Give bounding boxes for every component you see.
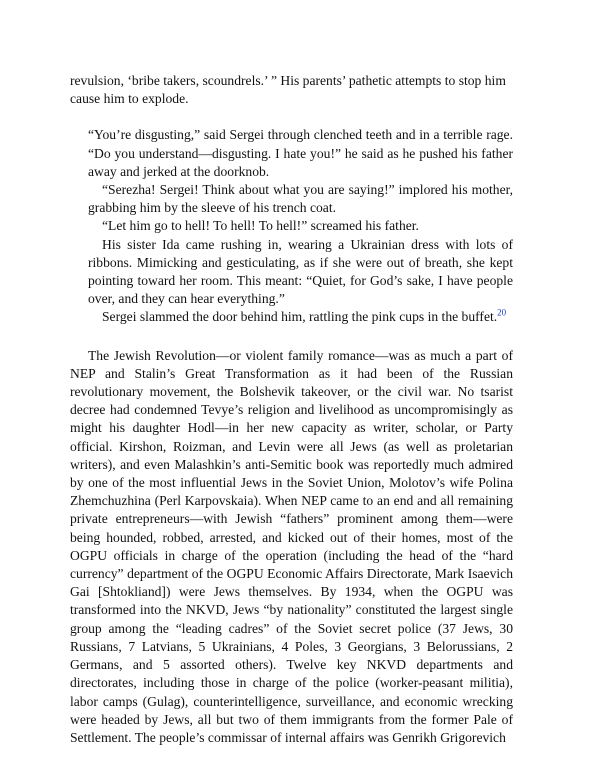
quote-paragraph-3: “Let him go to hell! To hell! To hell!” screamed his father. (102, 218, 419, 234)
footnote-link[interactable]: 20 (497, 307, 507, 318)
body-text (70, 347, 513, 747)
quote-paragraph-2: “Serezha! Sergei! Think about what you are saying!” implored his mother, grabbing him by the sleeve of his trench coat. (88, 182, 513, 216)
quote-paragraph-4: His sister Ida came rushing in, wearing a Ukrainian dress with lots of ribbons. Mimicking and gesticulating, as if she were out of breath, she kept pointing toward her room. This meant: “Quiet, for God’s sake, I have people over, and they can hear everything.” (88, 236, 513, 307)
quote-paragraph-1: “You’re disgusting,” said Sergei through clenched teeth and in a terrible rage. “Do you understand—disgusting. I hate you!” he said as he pushed his father away and jerked at the doorknob. (88, 127, 513, 179)
lead-paragraph: revulsion, ‘bribe takers, scoundrels.’ ” His parents’ pathetic attempts to stop him cause him to explode. (70, 73, 506, 107)
block-quote (88, 126, 513, 326)
quote-paragraph-5-text: Sergei slammed the door behind him, rattling the pink cups in the buffet. (102, 309, 498, 325)
page-content (70, 72, 513, 747)
quote-paragraph-5 (88, 308, 513, 326)
body-paragraph: The Jewish Revolution—or violent family romance—was as much a part of NEP and Stalin’s Great Transformation as it had been of the Russian revolutionary movement, the Bolshevik takeover, or the civil war. No tsarist decree had condemned Tevye’s religion and livelihood as uncompromisingly as might his daughter Hodl—in her new capacity as writer, scholar, or Party official. Kirshon, Roizman, and Levin were all Jews (as well as proletarian writers), and even Malashkin’s anti-Semitic book was reportedly much admired by one of the most influential Jews in the Soviet Union, Molotov’s wife Polina Zhemchuzhina (Perl Karpovskaia). When NEP came to an end and all remaining private entrepreneurs—with Jewish “fathers” prominent among them—were being hounded, robbed, arrested, and kicked out of their homes, most of the OGPU officials in charge of the operation (including the head of the “hard currency” department of the OGPU Economic Affairs Directorate, Mark Isaevich Gai [Shtokliand]) were Jews themselves. By 1934, when the OGPU was transformed into the NKVD, Jews “by nationality” constituted the largest single group among the “leading cadres” of the Soviet secret police (37 Jews, 30 Russians, 7 Latvians, 5 Ukrainians, 4 Poles, 3 Georgians, 3 Belorussians, 2 Germans, and 5 assorted others). Twelve key NKVD departments and directorates, including those in charge of the police (worker-peasant militia), labor camps (Gulag), counterintelligence, surveillance, and economic wrecking were headed by Jews, all but two of them immigrants from the former Pale of Settlement. The people’s commissar of internal affairs was Genrikh Grigorevich (70, 347, 513, 745)
